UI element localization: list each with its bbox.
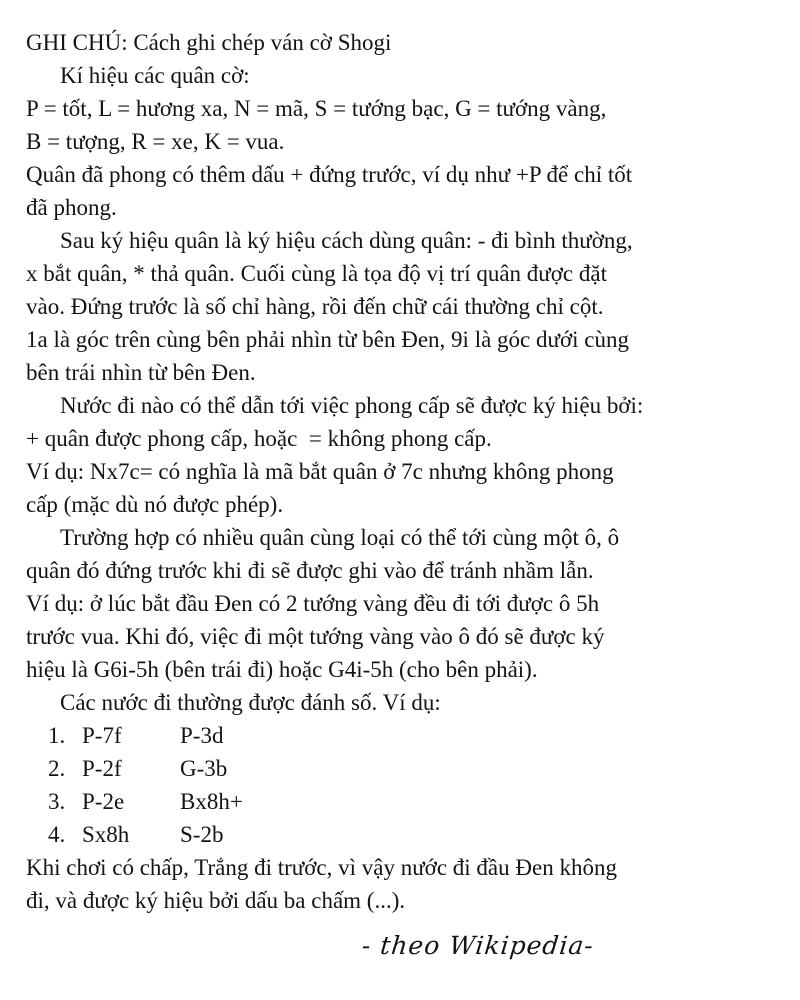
move-white: P-3d — [180, 723, 224, 748]
body-line: Trường hợp có nhiều quân cùng loại có thể tới cùng một ô, ô — [60, 525, 620, 550]
document-title: GHI CHÚ: Cách ghi chép ván cờ Shogi — [26, 30, 392, 55]
body-line: Kí hiệu các quân cờ: — [60, 63, 250, 88]
move-row — [26, 785, 772, 818]
move-number: 2. — [48, 756, 66, 781]
move-number: 1. — [48, 723, 66, 748]
move-black: P-2f — [82, 756, 122, 781]
body-line: P = tốt, L = hương xa, N = mã, S = tướng bạc, G = tướng vàng, — [26, 96, 607, 121]
move-black: Sx8h — [82, 822, 130, 847]
body-line: + quân được phong cấp, hoặc = không phong cấp. — [26, 426, 492, 451]
body-line: B = tượng, R = xe, K = vua. — [26, 129, 285, 154]
move-row — [26, 818, 772, 851]
closing-line: Khi chơi có chấp, Trắng đi trước, vì vậy nước đi đầu Đen không — [26, 855, 617, 880]
move-row — [26, 752, 772, 785]
signature-row — [26, 931, 772, 960]
body-line: cấp (mặc dù nó được phép). — [26, 492, 284, 517]
move-white: G-3b — [180, 756, 228, 781]
body-line: x bắt quân, * thả quân. Cuối cùng là tọa độ vị trí quân được đặt — [26, 261, 607, 286]
signature-text: - theo Wikipedia- — [360, 931, 596, 960]
body-line: vào. Đứng trước là số chỉ hàng, rồi đến chữ cái thường chỉ cột. — [26, 294, 604, 319]
body-line: Các nước đi thường được đánh số. Ví dụ: — [60, 690, 441, 715]
move-black: P-7f — [82, 723, 122, 748]
move-white: S-2b — [180, 822, 224, 847]
closing-line: đi, và được ký hiệu bởi dấu ba chấm (...). — [26, 888, 406, 913]
move-number: 4. — [48, 822, 66, 847]
body-line: Ví dụ: ở lúc bắt đầu Đen có 2 tướng vàng đều đi tới được ô 5h — [26, 591, 600, 616]
move-row — [26, 719, 772, 752]
body-line: Quân đã phong có thêm dấu + đứng trước, ví dụ như +P để chỉ tốt — [26, 162, 633, 187]
body-line: bên trái nhìn từ bên Đen. — [26, 360, 256, 385]
body-line: hiệu là G6i-5h (bên trái đi) hoặc G4i-5h (cho bên phải). — [26, 657, 538, 682]
move-black: P-2e — [82, 789, 125, 814]
body-line: Ví dụ: Nx7c= có nghĩa là mã bắt quân ở 7c nhưng không phong — [26, 459, 614, 484]
move-number: 3. — [48, 789, 66, 814]
body-line: Nước đi nào có thể dẫn tới việc phong cấp sẽ được ký hiệu bởi: — [60, 393, 644, 418]
body-line: quân đó đứng trước khi đi sẽ được ghi vào để tránh nhầm lẫn. — [26, 558, 594, 583]
body-line: Sau ký hiệu quân là ký hiệu cách dùng quân: - đi bình thường, — [60, 228, 633, 253]
body-line: 1a là góc trên cùng bên phải nhìn từ bên Đen, 9i là góc dưới cùng — [26, 327, 629, 352]
move-white: Bx8h+ — [180, 789, 243, 814]
body-line: đã phong. — [26, 195, 117, 220]
body-line: trước vua. Khi đó, việc đi một tướng vàng vào ô đó sẽ được ký — [26, 624, 605, 649]
